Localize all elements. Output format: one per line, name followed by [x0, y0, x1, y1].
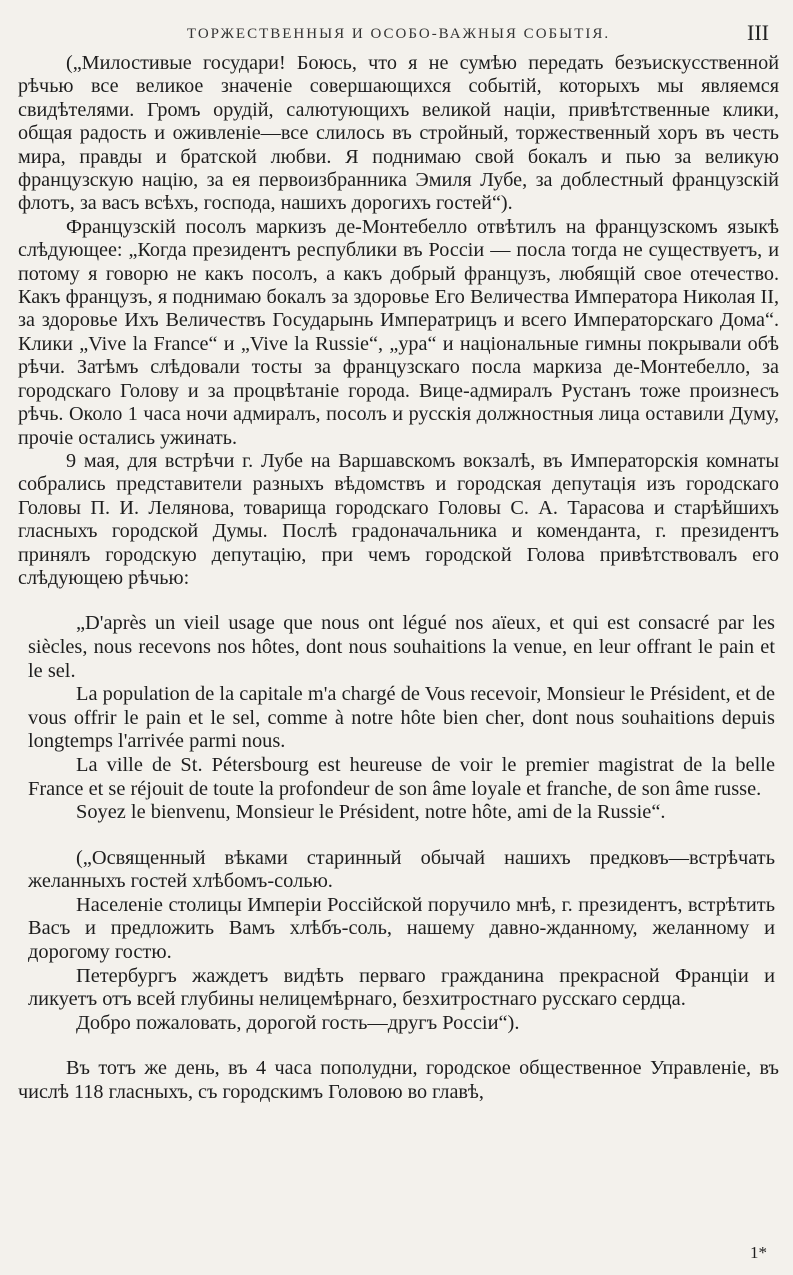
running-head — [18, 18, 779, 52]
body-text — [18, 52, 779, 1104]
translation-paragraph: („Освященный вѣками старинный обычай нашихъ предковъ—встрѣчать желанныхъ гостей хлѣбомъ-солью. — [28, 846, 775, 893]
russian-translation — [18, 847, 779, 1036]
paragraph: („Милостивые государи! Боюсь, что я не сумѣю передать безъискусственной рѣчью все великое значеніе совершающихся событій, которыхъ мы являемся свидѣтелями. Громъ орудій, салютующихъ великой націи, привѣтственные клики, общая радость и оживленіе—все слилось въ стройный, торжественный хоръ въ честь мира, правды и братской любви. Я поднимаю свой бокалъ и пью за великую французскую націю, за ея первоизбранника Эмиля Лубе, за доблестный французскій флотъ, за васъ всѣхъ, господа, нашихъ дорогихъ гостей“). — [18, 52, 779, 215]
speech-paragraph: Soyez le bienvenu, Monsieur le Président, notre hôte, ami de la Russie“. — [76, 801, 666, 824]
speech-paragraph: „D'après un vieil usage que nous ont légué nos aïeux, et qui est consacré par les siècles, nous recevons nos hôtes, dont nous souhaitions la venue, en leur offrant le pain et le sel. — [28, 612, 775, 682]
speech-paragraph: La population de la capitale m'a chargé de Vous recevoir, Monsieur le Président, et de vous offrir le pain et le sel, comme à notre hôte bien cher, dont nous souhaitions depuis longtemps l'arrivée parmi nous. — [28, 683, 775, 753]
spacer — [18, 590, 779, 612]
translation-paragraph: Петербургъ жаждетъ видѣть перваго гражданина прекрасной Франціи и ликуетъ отъ всей глубины нелицемѣрнаго, безхитростнаго русскаго сердца. — [28, 964, 775, 1011]
running-title: ТОРЖЕСТВЕННЫЯ И ОСОБО-ВАЖНЫЯ СОБЫТІЯ. — [186, 26, 611, 42]
paragraph: Французскій посолъ маркизъ де-Монтебелло отвѣтилъ на французскомъ языкѣ слѣдующее: „Когда президентъ республики въ Россіи — посла тогда не существуетъ, и потому я говорю не какъ посолъ, а какъ добрый французъ, любящій свое отечество. Какъ французъ, я поднимаю бокалъ за здоровье Его Величества Императора Николая II, за здоровье Ихъ Величествъ Государынь Императрицъ и всего Императорскаго Дома“. Клики „Vive la France“ и „Vive la Russie“, „ура“ и національные гимны покрывали обѣ рѣчи. Затѣмъ слѣдовали тосты за французскаго посла маркиза де-Монтебелло, за городскаго Голову и за процвѣтаніе города. Вице-адмиралъ Рустанъ тоже произнесъ рѣчь. Около 1 часа ночи адмиралъ, посолъ и русскія должностныя лица оставили Думу, прочіе остались ужинать. — [18, 215, 779, 449]
page-number: III — [747, 20, 769, 45]
closing-paragraph: Въ тотъ же день, въ 4 часа пополудни, городское общественное Управленіе, въ числѣ 118 гласныхъ, съ городскимъ Головою во главѣ, — [18, 1057, 779, 1103]
translation-paragraph: Добро пожаловать, дорогой гость—другъ Россіи“). — [76, 1011, 520, 1034]
french-speech — [18, 612, 779, 824]
speech-paragraph: La ville de St. Pétersbourg est heureuse de voir le premier magistrat de la belle France et se réjouit de toute la profondeur de son âme loyale et franche, de son âme russe. — [28, 753, 775, 800]
signature-mark: 1* — [750, 1243, 767, 1262]
translation-paragraph: Населеніе столицы Имперіи Россійской поручило мнѣ, г. президентъ, встрѣтить Васъ и предложить Вамъ хлѣбъ-соль, нашему давно-жданному, желанному и дорогому гостю. — [28, 893, 775, 964]
spacer — [18, 825, 779, 847]
paragraph: 9 мая, для встрѣчи г. Лубе на Варшавскомъ вокзалѣ, въ Императорскія комнаты собрались представители разныхъ вѣдомствъ и городская депутація изъ городскаго Головы П. И. Лелянова, товарища городскаго Головы С. А. Тарасова и старѣйшихъ гласныхъ городской Думы. Послѣ градоначальника и коменданта, г. президентъ принялъ городскую депутацію, при чемъ городской Голова привѣтствовалъ его слѣдующею рѣчью: — [18, 449, 779, 589]
spacer — [18, 1035, 779, 1057]
